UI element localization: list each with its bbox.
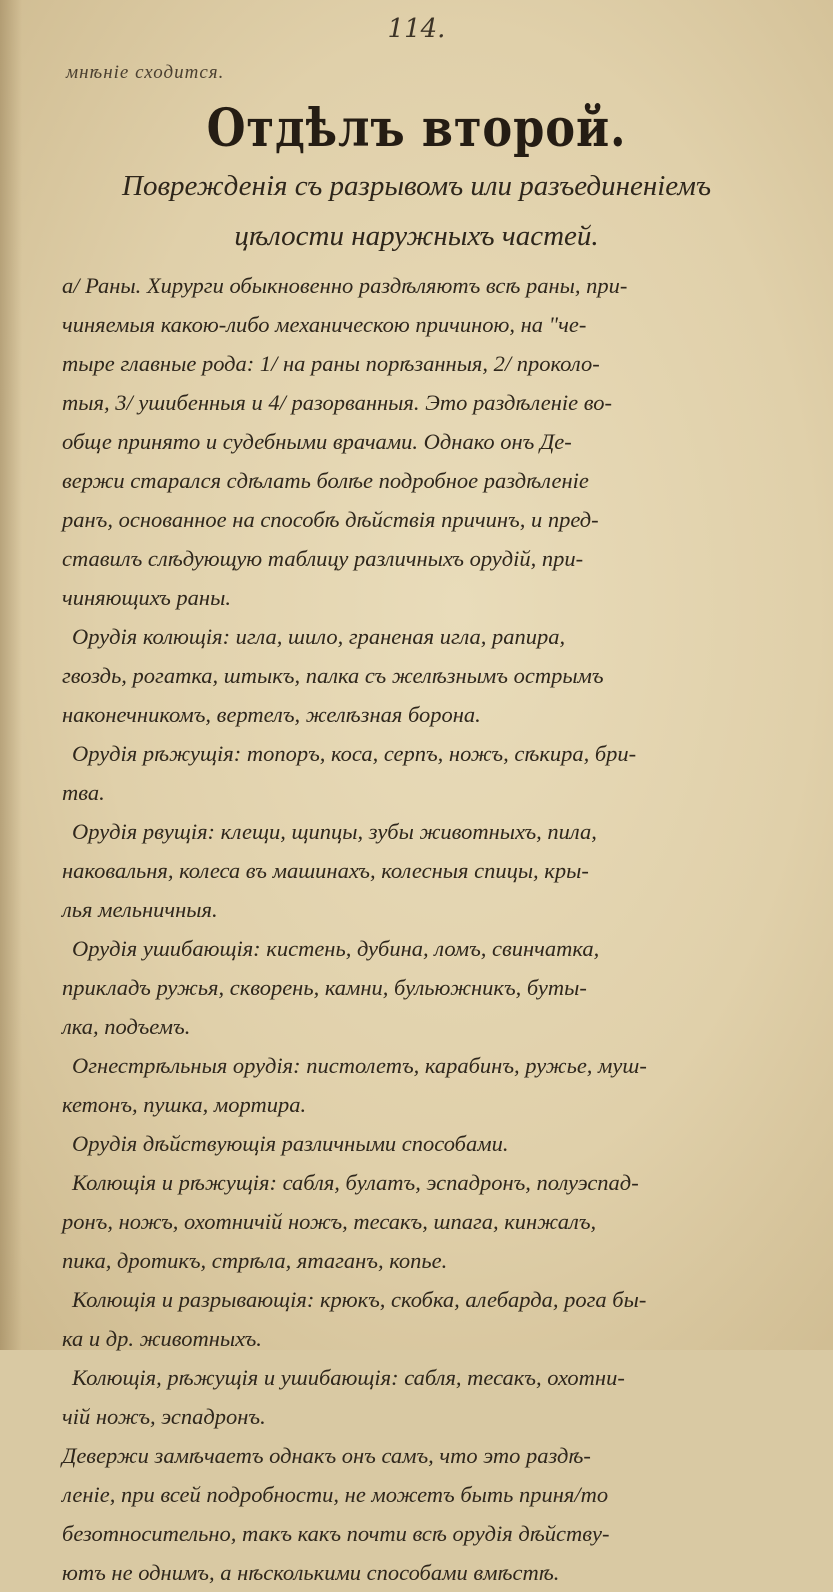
subtitle-line-2: цѣлости наружныхъ частей. [234, 220, 599, 252]
text-line: наконечникомъ, вертелъ, желѣзная борона. [62, 702, 481, 727]
text-line: Орудія дѣйствующія различными способами. [72, 1131, 509, 1156]
text-line: ютъ не однимъ, а нѣсколькими способами вмѣстѣ. [62, 1560, 560, 1585]
text-line: Колющія и рѣжущія: сабля, булатъ, эспадронъ, полуэспад- [72, 1170, 639, 1195]
text-line: Колющія, рѣжущія и ушибающія: сабля, тесакъ, охотни- [72, 1365, 625, 1390]
text-line: Орудія рвущія: клещи, щипцы, зубы животныхъ, пила, [72, 819, 597, 844]
text-line: чиняющихъ раны. [62, 585, 231, 610]
text-line: чиняемыя какою-либо механическою причиною, на "че- [62, 312, 587, 337]
text-line: обще принято и судебными врачами. Однако онъ Де- [62, 429, 572, 454]
text-line: тва. [62, 780, 105, 805]
text-line: ставилъ слѣдующую таблицу различныхъ орудій, при- [62, 546, 584, 571]
text-line: ронъ, ножъ, охотничій ножъ, тесакъ, шпага, кинжалъ, [62, 1209, 597, 1234]
text-line: тыя, 3/ ушибенныя и 4/ разорванныя. Это раздѣленіе во- [62, 390, 612, 415]
text-line: лья мельничныя. [62, 897, 218, 922]
text-line: тыре главные рода: 1/ на раны порѣзанныя, 2/ проколо- [62, 351, 600, 376]
text-line: Девержи замѣчаетъ однакъ онъ самъ, что это раздѣ- [62, 1443, 591, 1468]
text-line: Огнестрѣльныя орудія: пистолетъ, карабинъ, ружье, муш- [72, 1053, 647, 1078]
text-line: Колющія и разрывающія: крюкъ, скобка, алебарда, рога бы- [72, 1287, 647, 1312]
text-line: лка, подъемъ. [62, 1014, 191, 1039]
text-line: безотносительно, такъ какъ почти всѣ орудія дѣйству- [62, 1521, 610, 1546]
previous-text-line: мнѣніе сходится. [66, 62, 225, 83]
text-line: пика, дротикъ, стрѣла, ятаганъ, копье. [62, 1248, 448, 1273]
text-line: а/ Раны. Хирурги обыкновенно раздѣляютъ всѣ раны, при- [62, 273, 628, 298]
text-line: наковальня, колеса въ машинахъ, колесныя спицы, кры- [62, 858, 589, 883]
text-line: ранъ, основанное на способѣ дѣйствія причинъ, и пред- [62, 507, 599, 532]
text-line: чій ножъ, эспадронъ. [62, 1404, 266, 1429]
text-line: вержи старался сдѣлать болѣе подробное раздѣленіе [62, 468, 589, 493]
text-line: ка и др. животныхъ. [62, 1326, 262, 1351]
text-line: прикладъ ружья, скворень, камни, бульюжникъ, буты- [62, 975, 587, 1000]
text-line: кетонъ, пушка, мортира. [62, 1092, 307, 1117]
text-line: леніе, при всей подробности, не можетъ быть приня/то [62, 1482, 609, 1507]
body-text [62, 266, 802, 1592]
text-line: гвоздь, рогатка, штыкъ, палка съ желѣзнымъ острымъ [62, 663, 604, 688]
text-line: Орудія колющія: игла, шило, граненая игла, рапира, [72, 624, 566, 649]
text-line: Орудія ушибающія: кистень, дубина, ломъ, свинчатка, [72, 936, 600, 961]
section-title: Отдѣлъ второй. [206, 98, 627, 159]
page-number: 114. [387, 14, 446, 44]
text-line: Орудія рѣжущія: топоръ, коса, серпъ, ножъ, сѣкира, бри- [72, 741, 637, 766]
subtitle-line-1: Поврежденія съ разрывомъ или разъединеніемъ [122, 170, 711, 202]
